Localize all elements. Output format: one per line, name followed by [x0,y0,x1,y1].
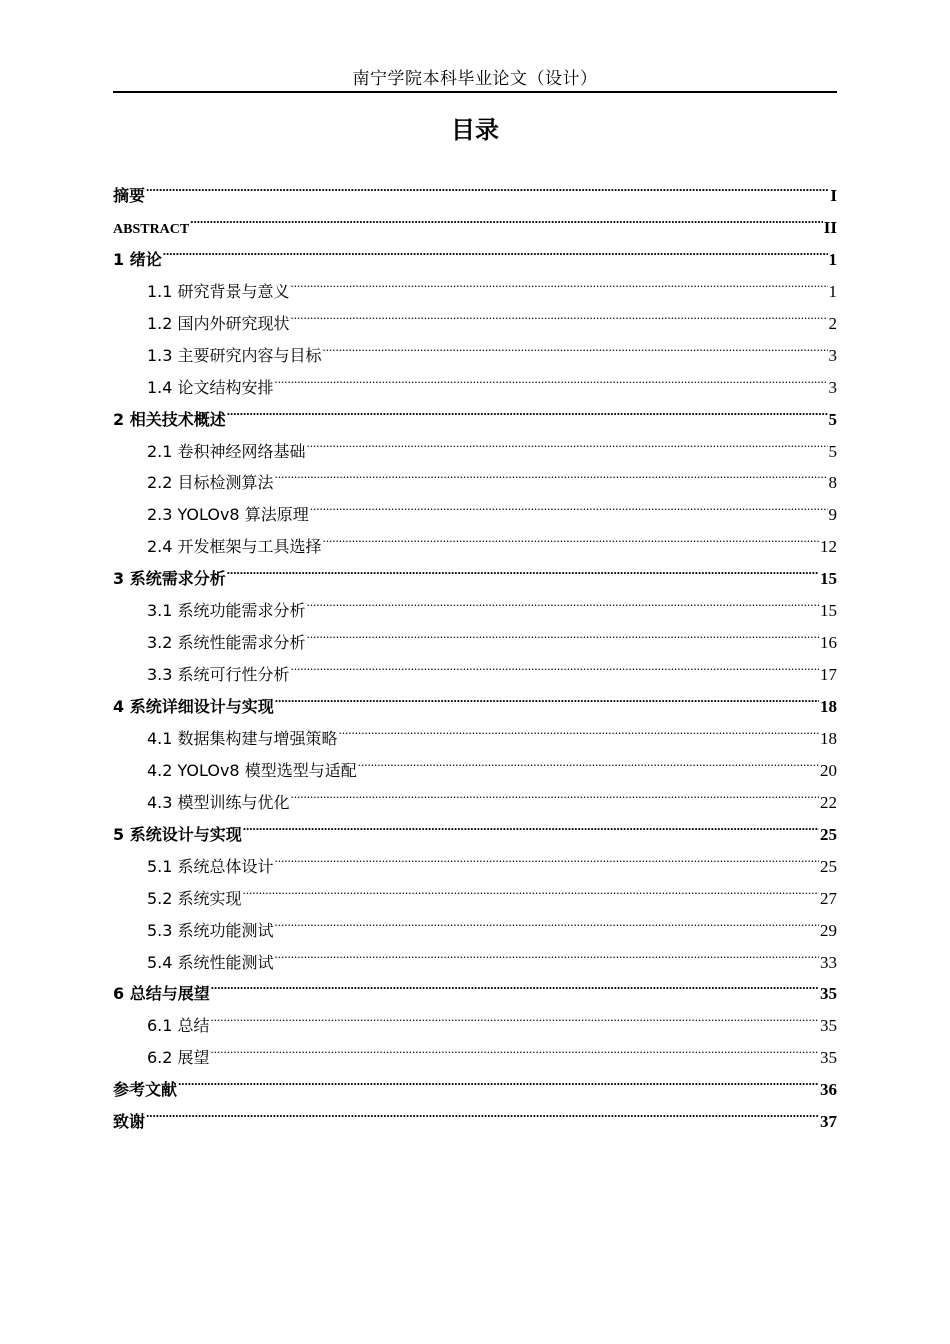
toc-entry-label: 4.1 数据集构建与增强策略 [147,728,338,748]
toc-entry[interactable] [113,819,837,851]
toc-entry-label: 1.2 国内外研究现状 [147,313,290,333]
toc-dot-leader [323,344,828,361]
toc-entry[interactable] [113,276,837,308]
toc-entry-page-number: II [823,217,837,237]
toc-entry-label: 5.1 系统总体设计 [147,856,274,876]
toc-entry[interactable] [113,308,837,340]
toc-entry-label: 2 相关技术概述 [113,409,226,429]
toc-entry-page-number: 3 [828,345,837,365]
toc-entry-page-number: 2 [828,313,837,333]
toc-dot-leader [243,887,819,904]
toc-entry-page-number: 35 [820,1048,837,1068]
toc-entry-label: 5 系统设计与实现 [113,824,242,844]
table-of-contents [113,180,837,1138]
toc-dot-leader [339,727,819,744]
toc-dot-leader [146,1110,819,1127]
toc-entry[interactable] [113,787,837,819]
toc-entry-page-number: 1 [828,281,837,301]
toc-entry[interactable] [113,659,837,691]
toc-entry-page-number: 25 [820,824,837,844]
toc-entry[interactable] [113,372,837,404]
toc-entry[interactable] [113,404,837,436]
toc-entry-page-number: 5 [828,409,837,429]
toc-entry[interactable] [113,1042,837,1074]
toc-entry-page-number: 9 [828,505,837,525]
toc-entry[interactable] [113,499,837,531]
toc-entry-label: 5.2 系统实现 [147,888,242,908]
toc-dot-leader [275,471,828,488]
toc-dot-leader [291,663,819,680]
toc-dot-leader [307,440,828,457]
toc-entry-label: 2.1 卷积神经网络基础 [147,441,306,461]
toc-entry-page-number: 37 [820,1112,837,1132]
header-rule [113,91,837,93]
toc-entry-page-number: 18 [820,697,837,716]
toc-entry-label: 3.3 系统可行性分析 [147,665,290,685]
toc-entry-label: 4.2 YOLOv8 模型选型与适配 [147,760,357,780]
toc-entry-page-number: 35 [820,1016,837,1036]
toc-entry-label: 1.4 论文结构安排 [147,377,274,397]
toc-entry-page-number: 25 [820,856,837,876]
toc-dot-leader [291,312,828,329]
toc-dot-leader [146,184,829,201]
toc-title: 目录 [451,116,499,144]
toc-entry-label: 3 系统需求分析 [113,569,226,589]
toc-entry[interactable] [113,212,837,244]
toc-dot-leader [291,280,828,297]
toc-entry-label: 参考文献 [113,1080,178,1100]
toc-entry-page-number: 29 [820,920,837,940]
toc-entry[interactable] [113,531,837,563]
toc-entry-page-number: 15 [820,601,837,621]
toc-dot-leader [310,503,828,520]
toc-dot-leader [275,951,819,968]
toc-dot-leader [275,695,819,712]
toc-entry-label: 5.3 系统功能测试 [147,920,274,940]
toc-entry[interactable] [113,244,837,276]
toc-entry-label: 摘要 [113,186,146,205]
toc-entry[interactable] [113,1074,837,1106]
toc-entry-label: 6.1 总结 [147,1016,210,1036]
toc-entry-page-number: 3 [828,377,837,397]
toc-entry[interactable] [113,467,837,499]
toc-entry-page-number: 33 [820,952,837,972]
toc-entry-label: 3.1 系统功能需求分析 [147,601,306,621]
toc-entry[interactable] [113,883,837,915]
toc-entry[interactable] [113,340,837,372]
toc-entry[interactable] [113,627,837,659]
toc-entry-page-number: 18 [820,728,837,748]
toc-entry-label: 6 总结与展望 [113,984,210,1004]
toc-entry[interactable] [113,436,837,468]
toc-dot-leader [358,759,819,776]
toc-dot-leader [227,567,819,584]
toc-entry[interactable] [113,563,837,595]
toc-entry-page-number: 12 [820,537,837,557]
toc-dot-leader [227,408,828,425]
toc-entry[interactable] [113,691,837,723]
toc-entry-page-number: 17 [820,665,837,685]
toc-dot-leader [211,1046,819,1063]
toc-entry-page-number: 22 [820,792,837,812]
toc-entry[interactable] [113,180,837,212]
toc-dot-leader [307,599,819,616]
toc-entry[interactable] [113,755,837,787]
toc-entry[interactable] [113,595,837,627]
toc-entry[interactable] [113,1106,837,1138]
toc-dot-leader [190,216,823,233]
toc-entry-label: 6.2 展望 [147,1048,210,1068]
toc-entry-label: 1.1 研究背景与意义 [147,281,290,301]
toc-dot-leader [275,855,819,872]
toc-entry-label: ABSTRACT [113,221,190,237]
toc-dot-leader [275,919,819,936]
toc-dot-leader [275,376,828,393]
toc-dot-leader [323,535,819,552]
toc-entry[interactable] [113,978,837,1010]
toc-dot-leader [211,1014,819,1031]
toc-entry-label: 2.3 YOLOv8 算法原理 [147,505,309,525]
toc-entry-label: 5.4 系统性能测试 [147,952,274,972]
toc-entry-page-number: 16 [820,633,837,653]
toc-entry-page-number: 8 [828,473,837,493]
toc-entry-page-number: 15 [820,569,837,589]
toc-entry[interactable] [113,947,837,979]
toc-entry-label: 2.2 目标检测算法 [147,473,274,493]
toc-entry[interactable] [113,915,837,947]
toc-dot-leader [243,823,819,840]
toc-entry-page-number: 5 [828,441,837,461]
toc-entry-label: 2.4 开发框架与工具选择 [147,537,322,557]
toc-entry-label: 致谢 [113,1112,146,1132]
running-header: 南宁学院本科毕业论文（设计） [352,69,598,88]
toc-entry-label: 1.3 主要研究内容与目标 [147,345,322,365]
toc-entry-label: 1 绪论 [113,249,162,269]
toc-entry[interactable] [113,1010,837,1042]
toc-entry[interactable] [113,723,837,755]
toc-entry-page-number: 20 [820,760,837,780]
toc-entry-page-number: 35 [820,984,837,1004]
toc-entry-page-number: 27 [820,888,837,908]
toc-entry-page-number: I [830,186,837,205]
toc-entry-label: 3.2 系统性能需求分析 [147,633,306,653]
toc-dot-leader [211,982,819,999]
toc-dot-leader [307,631,819,648]
toc-dot-leader [178,1078,819,1095]
toc-entry-label: 4.3 模型训练与优化 [147,792,290,812]
toc-entry-label: 4 系统详细设计与实现 [113,697,274,716]
toc-entry[interactable] [113,851,837,883]
toc-entry-page-number: 36 [820,1080,837,1100]
toc-dot-leader [291,791,819,808]
toc-entry-page-number: 1 [828,249,837,269]
toc-dot-leader [163,248,828,265]
